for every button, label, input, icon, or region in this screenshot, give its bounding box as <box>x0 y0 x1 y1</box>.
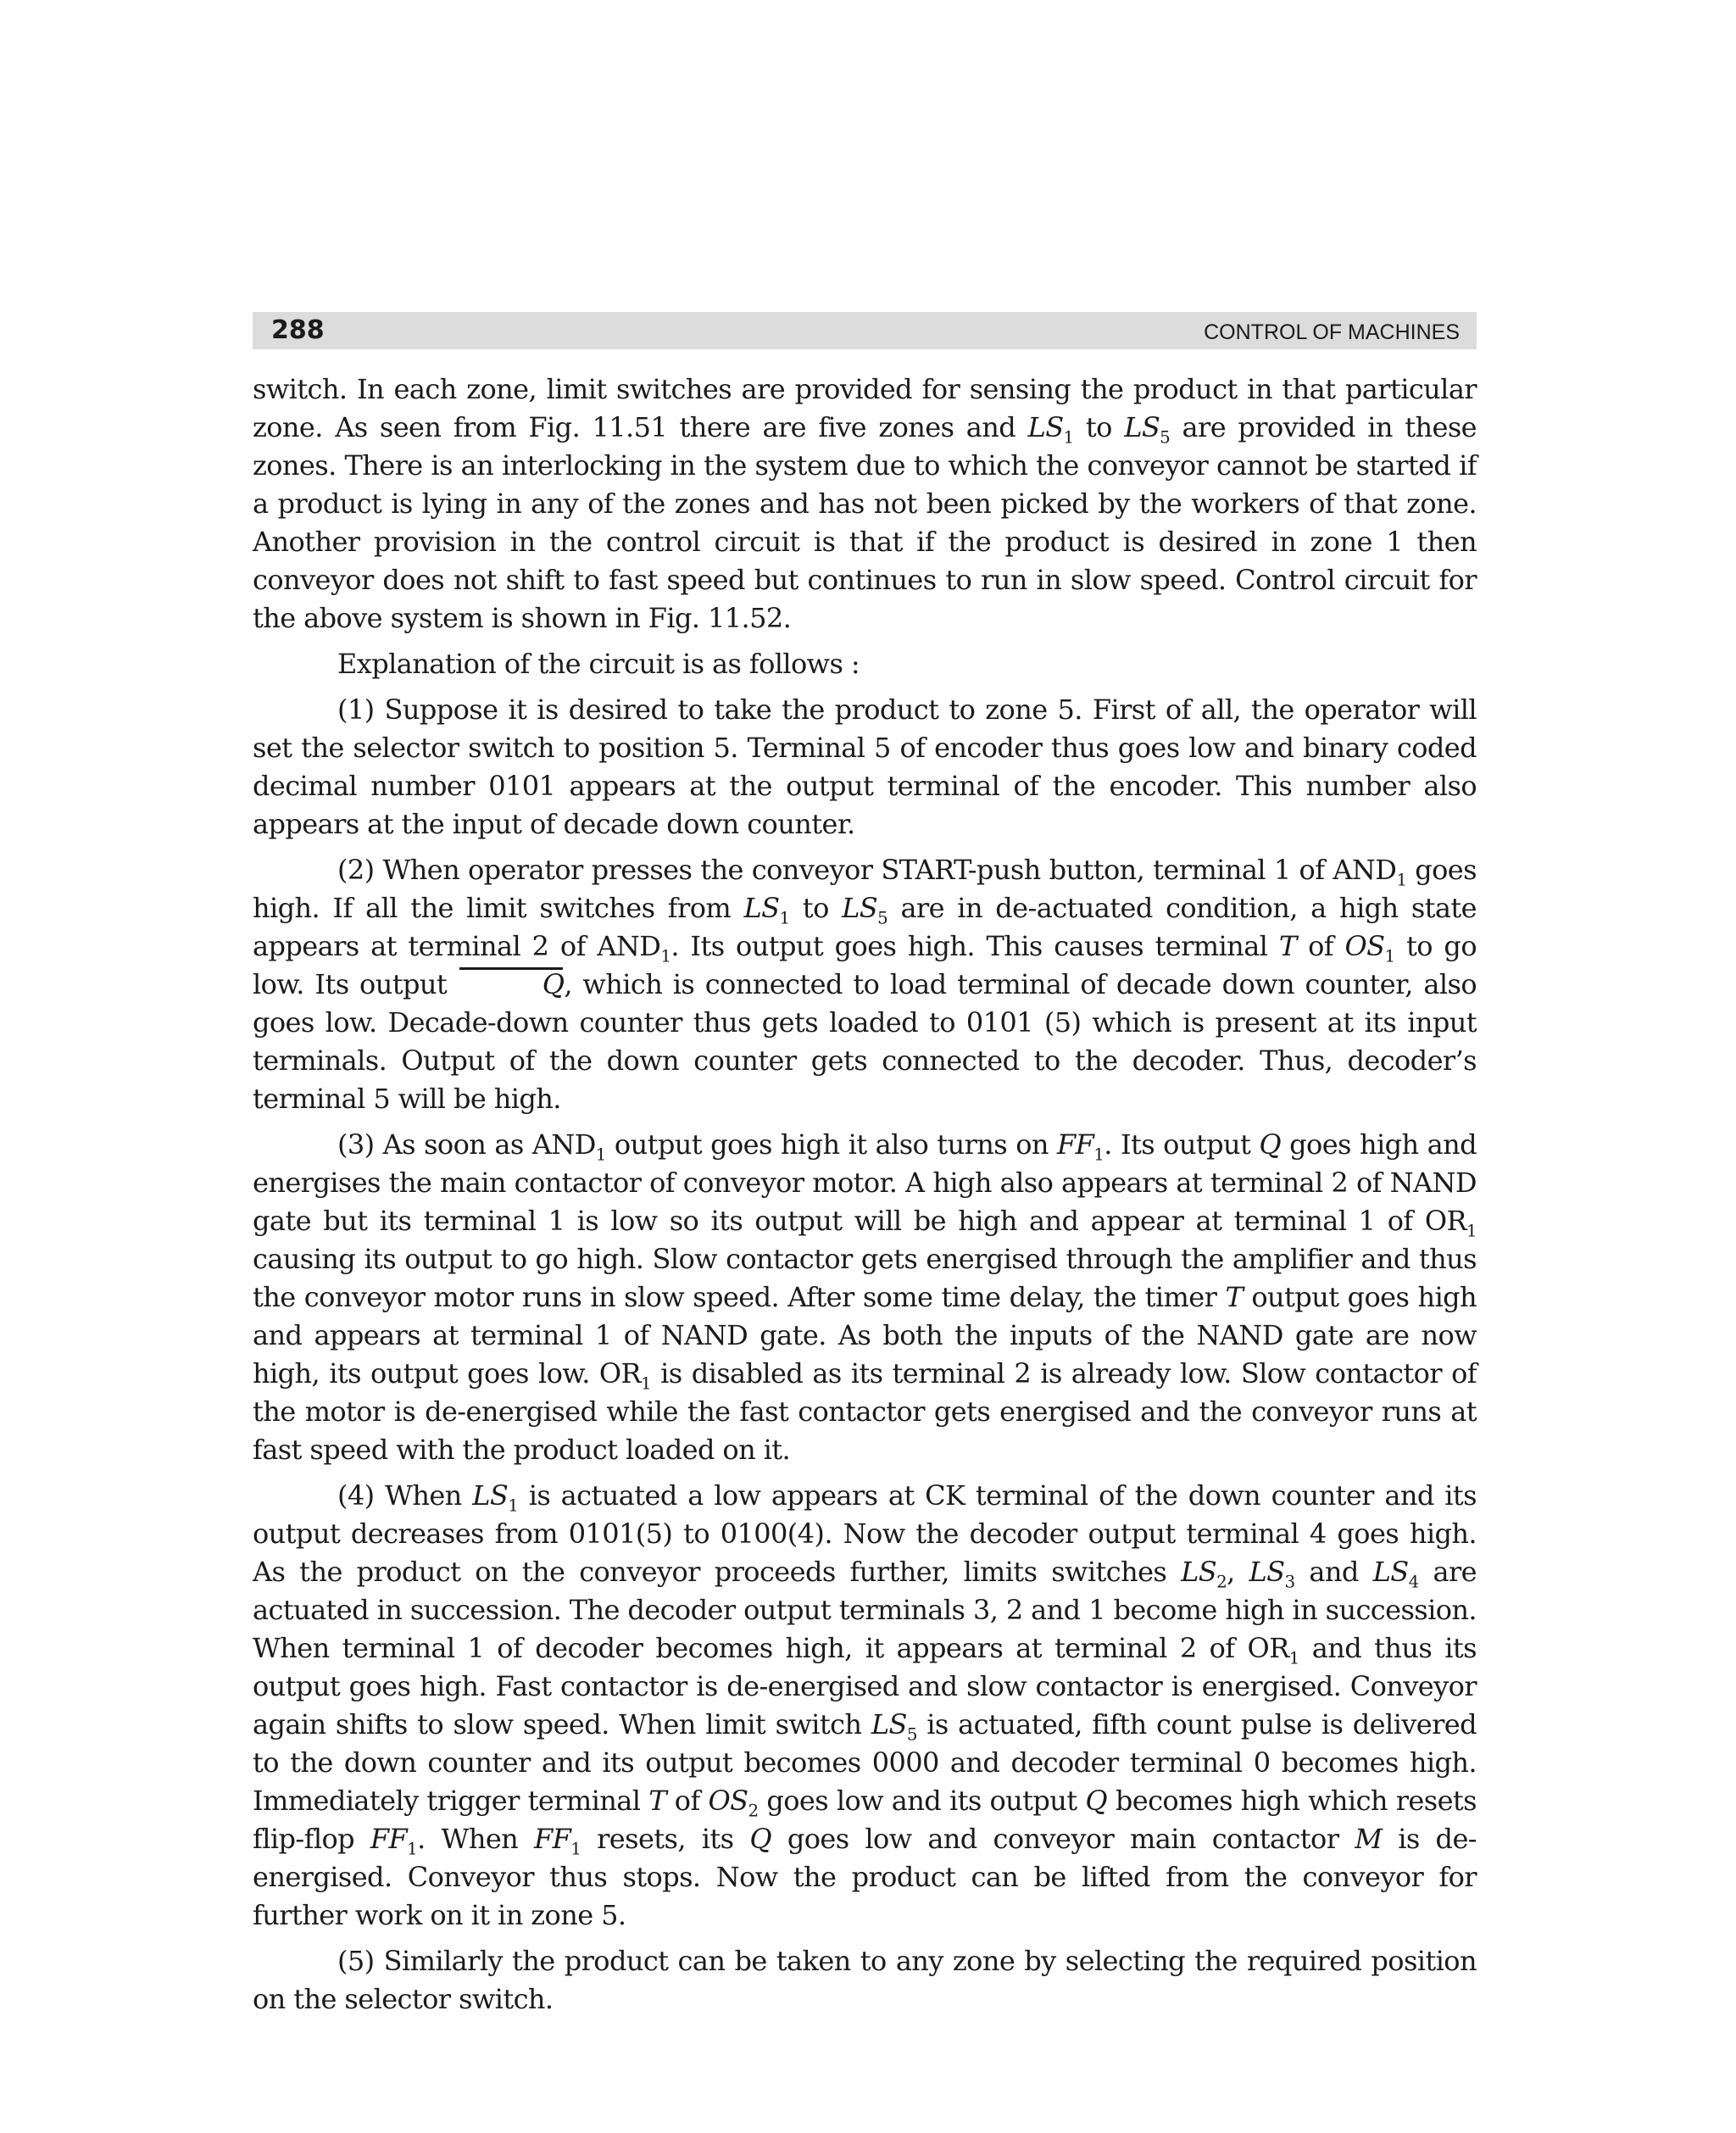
paragraph-intro: Explanation of the circuit is as follows : <box>337 648 860 680</box>
q-bar-symbol: Q <box>458 966 565 1004</box>
paragraph-step-3: (3) As soon as $AND_1$ output goes high it also turns on $FF_1$. Its output Q goes high and energises the main contactor of conveyor motor. A high also appears at terminal 2 of NAND gate but its terminal 1 is low so its output will be high and appear at terminal 1 of $OR_1$ causing its output to go high. Slow contactor gets energised through the amplifier and thus the conveyor motor runs in slow speed. After some time delay, the timer T output goes high and appears at terminal 1 of NAND gate. As both the inputs of the NAND gate are now high, its output goes low. $OR_1$ is disabled as its terminal 2 is already low. Slow contactor of the motor is de-energised while the fast contactor gets energised and the conveyor runs at fast speed with the product loaded on it. <box>253 1128 1477 1466</box>
page-header <box>253 312 1477 349</box>
running-title: CONTROL OF MACHINES <box>1204 320 1460 344</box>
page-number: 288 <box>271 315 325 345</box>
paragraph-step-2: (2) When operator presses the conveyor START-push button, terminal 1 of $AND_1$ goes high. If all the limit switches from $LS_1$ to $LS_5$ are in de-actuated condition, a high state appears at terminal 2 of $AND_1$. Its output goes high. This causes terminal T of $OS_1$ to go low. Its output Q, which is connected to load terminal of decade down counter, also goes low. Decade-down counter thus gets loaded to 0101 (5) which is present at its input terminals. Output of the down counter gets connected to the decoder. Thus, decoder’s terminal 5 will be high. <box>253 854 1477 1115</box>
paragraph-step-5: (5) Similarly the product can be taken to any zone by selecting the required position on the selector switch. <box>253 1945 1477 2015</box>
paragraph-step-4: (4) When $LS_1$ is actuated a low appears at CK terminal of the down counter and its output decreases from 0101(5) to 0100(4). Now the decoder output terminal 4 goes high. As the product on the conveyor proceeds further, limits switches $LS_2$, $LS_3$ and $LS_4$ are actuated in succession. The decoder output terminals 3, 2 and 1 become high in succession. When terminal 1 of decoder becomes high, it appears at terminal 2 of $OR_1$ and thus its output goes high. Fast contactor is de-energised and slow contactor is energised. Conveyor again shifts to slow speed. When limit switch $LS_5$ is actuated, fifth count pulse is delivered to the down counter and its output becomes 0000 and decoder terminal 0 becomes high. Immediately trigger terminal T of $OS_2$ goes low and its output Q becomes high which resets flip-flop $FF_1$. When $FF_1$ resets, its Q goes low and conveyor main contactor M is de-energised. Conveyor thus stops. Now the product can be lifted from the conveyor for further work on it in zone 5. <box>253 1479 1477 1931</box>
body-text <box>253 370 1477 2026</box>
paragraph-continuation: switch. In each zone, limit switches are provided for sensing the product in that particular zone. As seen from Fig. 11.51 there are five zones and $LS_1$ to $LS_5$ are provided in these zones. There is an interlocking in the system due to which the conveyor cannot be started if a product is lying in any of the zones and has not been picked by the workers of that zone. Another provision in the control circuit is that if the product is desired in zone 1 then conveyor does not shift to fast speed but continues to run in slow speed. Control circuit for the above system is shown in Fig. 11.52. <box>253 373 1477 634</box>
paragraph-step-1: (1) Suppose it is desired to take the product to zone 5. First of all, the operator will set the selector switch to position 5. Terminal 5 of encoder thus goes low and binary coded decimal number 0101 appears at the output terminal of the encoder. This number also appears at the input of decade down counter. <box>253 693 1477 840</box>
